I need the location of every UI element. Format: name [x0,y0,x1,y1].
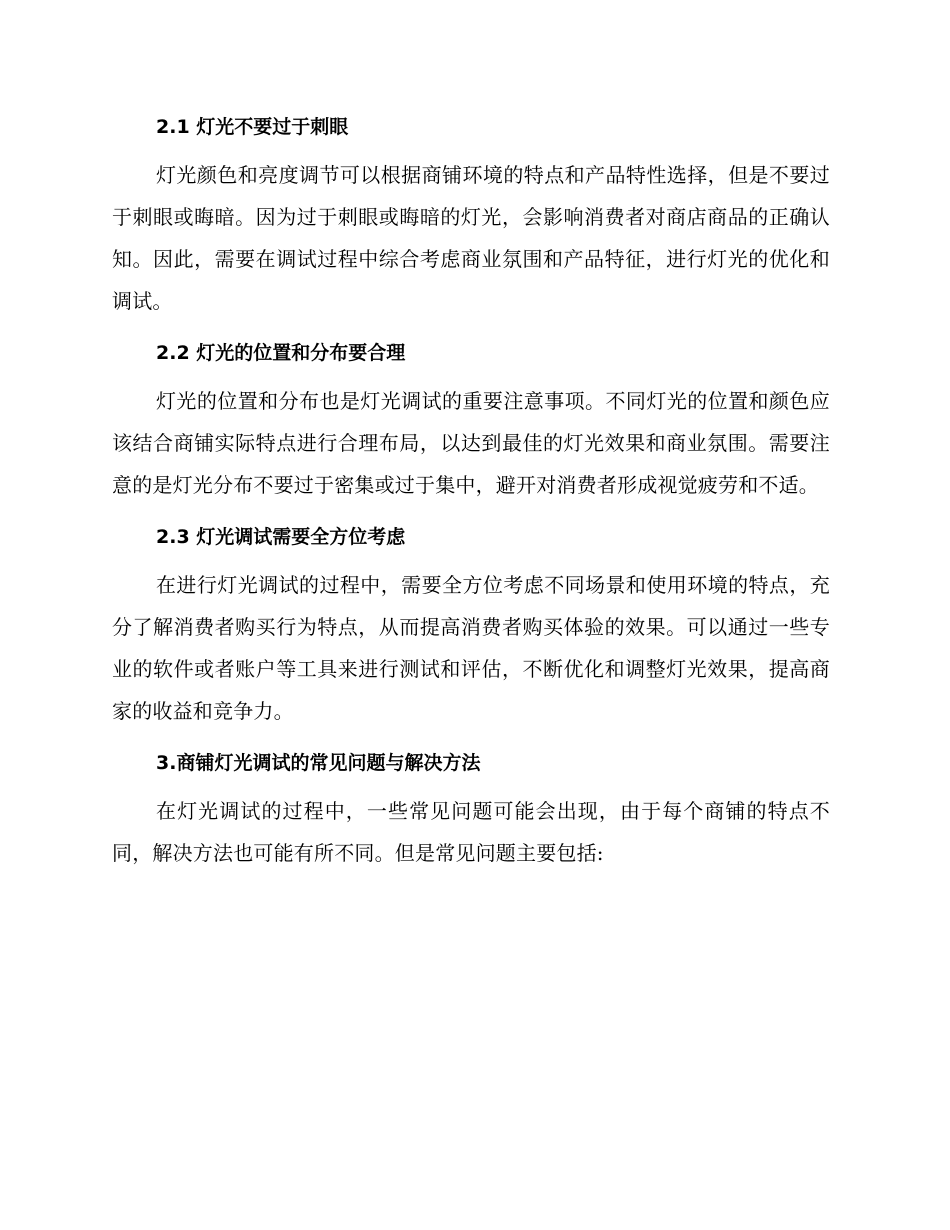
section-heading-2-3: 2.3 灯光调试需要全方位考虑 [156,526,406,548]
section-heading-2-1: 2.1 灯光不要过于刺眼 [156,116,349,138]
section-paragraph-3: 在灯光调试的过程中，一些常见问题可能会出现，由于每个商铺的特点不同，解决方法也可能有所不同。但是常见问题主要包括: [112,799,830,865]
section-heading-2-2: 2.2 灯光的位置和分布要合理 [156,342,406,364]
document-body [112,108,830,886]
section-heading-3: 3.商铺灯光调试的常见问题与解决方法 [156,752,481,774]
section-paragraph-2-1: 灯光颜色和亮度调节可以根据商铺环境的特点和产品特性选择，但是不要过于刺眼或晦暗。因为过于刺眼或晦暗的灯光，会影响消费者对商店商品的正确认知。因此，需要在调试过程中综合考虑商业氛围和产品特征，进行灯光的优化和调试。 [112,163,830,313]
section-paragraph-2-3: 在进行灯光调试的过程中，需要全方位考虑不同场景和使用环境的特点，充分了解消费者购买行为特点，从而提高消费者购买体验的效果。可以通过一些专业的软件或者账户等工具来进行测试和评估，不断优化和调整灯光效果，提高商家的收益和竞争力。 [112,573,830,723]
section-paragraph-2-2: 灯光的位置和分布也是灯光调试的重要注意事项。不同灯光的位置和颜色应该结合商铺实际特点进行合理布局，以达到最佳的灯光效果和商业氛围。需要注意的是灯光分布不要过于密集或过于集中，避开对消费者形成视觉疲劳和不适。 [112,389,830,497]
